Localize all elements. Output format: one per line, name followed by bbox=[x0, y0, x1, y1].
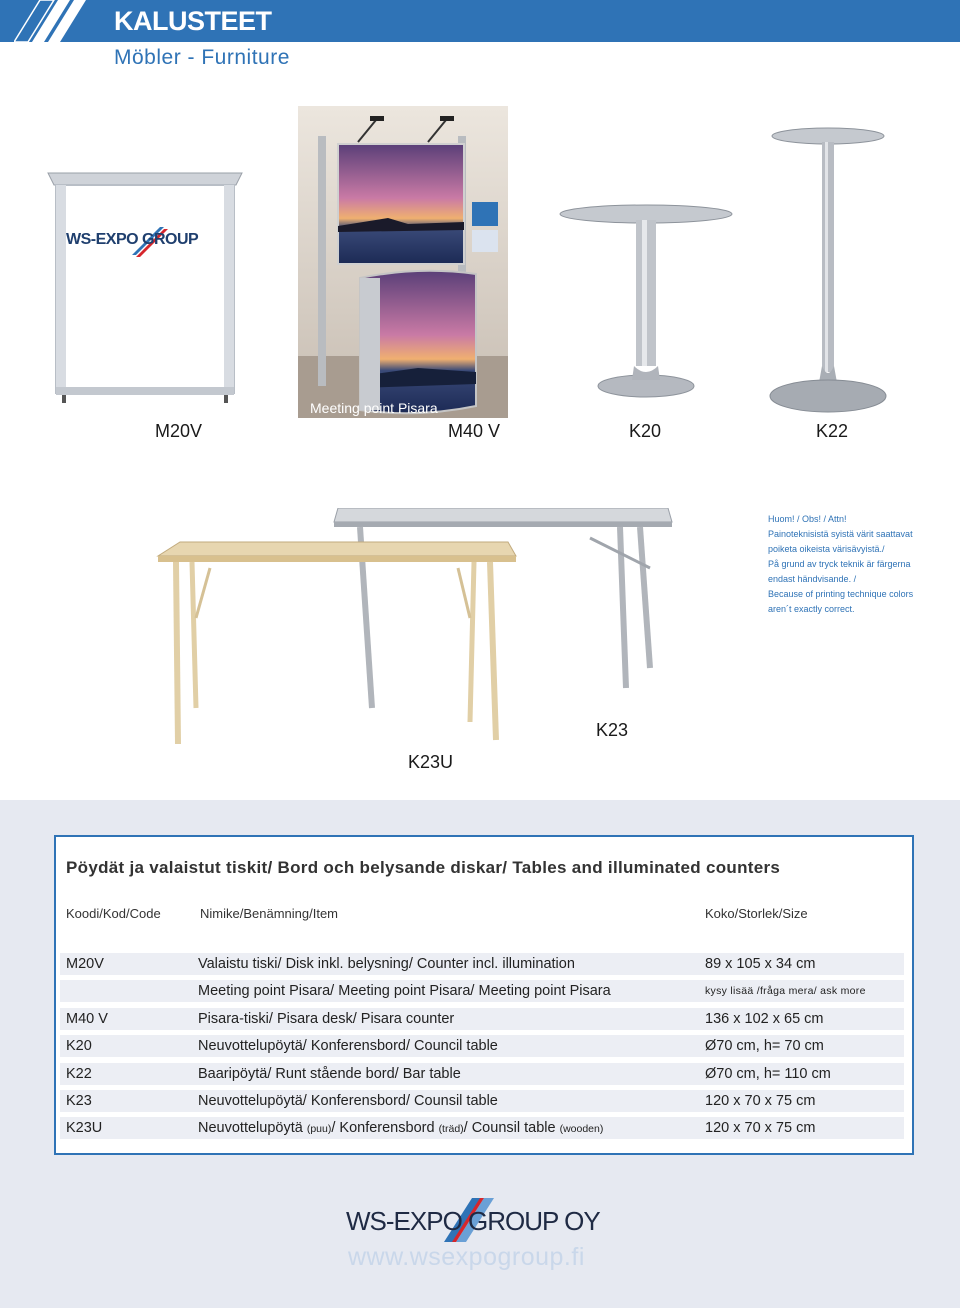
column-header-code: Koodi/Kod/Code bbox=[66, 906, 161, 921]
table-row bbox=[60, 953, 904, 975]
color-disclaimer-note bbox=[768, 512, 948, 617]
row-item: Baaripöytä/ Runt stående bord/ Bar table bbox=[198, 1066, 461, 1082]
row-code: M40 V bbox=[66, 1011, 108, 1027]
label-k23u: K23U bbox=[408, 752, 454, 772]
item-part-note: (puu) bbox=[306, 1123, 332, 1135]
note-line: poiketa oikeista värisävyistä./ bbox=[768, 544, 885, 554]
row-code: K22 bbox=[66, 1066, 92, 1082]
row-size: Ø70 cm, h= 110 cm bbox=[705, 1066, 831, 1082]
row-item: Pisara-tiski/ Pisara desk/ Pisara counter bbox=[198, 1011, 455, 1027]
logo-text: WS-EXPO GROUP OY bbox=[346, 1206, 600, 1236]
note-line: På grund av tryck teknik är färgerna bbox=[768, 559, 911, 569]
table-row bbox=[60, 1035, 904, 1057]
label-k23: K23 bbox=[596, 720, 629, 740]
item-part: / Counsil table bbox=[463, 1120, 560, 1136]
row-code: K20 bbox=[66, 1038, 92, 1054]
label-k22: K22 bbox=[816, 421, 849, 441]
k22-bar-table-image bbox=[768, 126, 888, 416]
row-size: kysy lisää /fråga mera/ ask more bbox=[705, 985, 866, 997]
table-row bbox=[60, 1117, 904, 1139]
column-header-item: Nimike/Benämning/Item bbox=[200, 906, 338, 921]
row-size: 120 x 70 x 75 cm bbox=[705, 1093, 816, 1109]
label-k20: K20 bbox=[629, 421, 662, 441]
label-m20v: M20V bbox=[155, 421, 203, 441]
m40v-meeting-point-photo bbox=[298, 106, 508, 418]
m20v-counter-image bbox=[40, 165, 250, 415]
note-line: aren´t exactly correct. bbox=[768, 604, 855, 614]
table-row bbox=[60, 1090, 904, 1112]
photo-caption: Meeting point Pisara bbox=[310, 400, 438, 416]
row-item: Valaistu tiski/ Disk inkl. belysning/ Counter incl. illumination bbox=[198, 956, 575, 972]
row-size: 120 x 70 x 75 cm bbox=[705, 1120, 816, 1136]
row-item: Meeting point Pisara/ Meeting point Pisara/ Meeting point Pisara bbox=[198, 983, 611, 999]
website-url[interactable]: www.wsexpogroup.fi bbox=[348, 1243, 585, 1271]
company-logo bbox=[346, 1198, 616, 1242]
row-code: K23U bbox=[66, 1120, 103, 1136]
table-title: Pöydät ja valaistut tiskit/ Bord och belysande diskar/ Tables and illuminated counters bbox=[66, 858, 781, 877]
note-line: Because of printing technique colors bbox=[768, 589, 914, 599]
row-item bbox=[198, 1117, 603, 1140]
column-header-size: Koko/Storlek/Size bbox=[705, 906, 808, 921]
item-part: Neuvottelupöytä bbox=[198, 1120, 307, 1136]
row-item: Neuvottelupöytä/ Konferensbord/ Council table bbox=[198, 1038, 498, 1054]
row-item: Neuvottelupöytä/ Konferensbord/ Counsil table bbox=[198, 1093, 498, 1109]
row-size: 89 x 105 x 34 cm bbox=[705, 956, 816, 972]
item-part-note: (träd) bbox=[438, 1123, 464, 1135]
item-part-note: (wooden) bbox=[559, 1123, 604, 1135]
note-line: Huom! / Obs! / Attn! bbox=[768, 514, 847, 524]
item-part: / Konferensbord bbox=[331, 1120, 439, 1136]
row-size: Ø70 cm, h= 70 cm bbox=[705, 1038, 824, 1054]
header-stripes-logo-mark bbox=[14, 0, 94, 42]
label-m40v: M40 V bbox=[448, 421, 501, 441]
k20-table-image bbox=[556, 200, 736, 400]
row-size: 136 x 102 x 65 cm bbox=[705, 1011, 824, 1027]
row-code: K23 bbox=[66, 1093, 92, 1109]
page-title: KALUSTEET bbox=[114, 6, 272, 36]
table-row bbox=[60, 1063, 904, 1085]
note-line: Painoteknisistä syistä värit saattavat bbox=[768, 529, 913, 539]
m20v-counter-logo: WS-EXPO GROUP bbox=[66, 231, 199, 248]
k23-k23u-folding-tables-image bbox=[150, 508, 690, 748]
table-row bbox=[60, 1008, 904, 1030]
note-line: endast händvisande. / bbox=[768, 574, 857, 584]
table-row bbox=[60, 980, 904, 1002]
page-subtitle: Möbler - Furniture bbox=[114, 46, 290, 69]
row-code: M20V bbox=[66, 956, 104, 972]
